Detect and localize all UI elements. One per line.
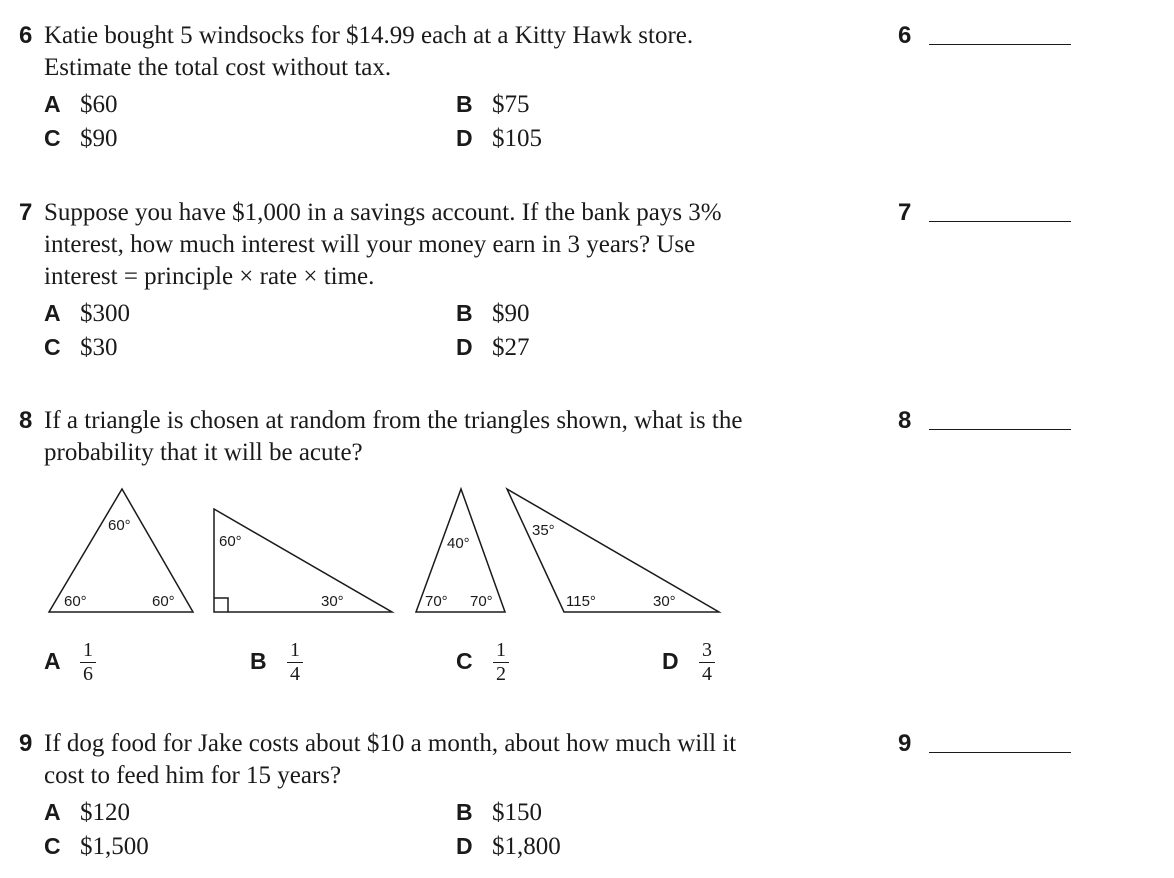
choice-letter: C: [456, 648, 473, 674]
choice-b[interactable]: [250, 636, 310, 686]
answer-number: 7: [898, 199, 912, 226]
choice-letter: A: [44, 300, 61, 326]
fraction-numerator: 1: [496, 639, 506, 661]
answer-number: 9: [898, 730, 912, 757]
choice-value: $75: [492, 91, 530, 118]
question-7: [0, 190, 1174, 370]
choice-letter: A: [44, 799, 61, 825]
answer-number: 8: [898, 407, 912, 434]
question-text-line: interest, how much interest will your money earn in 3 years? Use: [44, 231, 696, 258]
choice-a[interactable]: [44, 297, 130, 330]
choice-letter: D: [662, 648, 679, 674]
choice-value: $300: [80, 300, 130, 327]
question-number: 9: [19, 730, 33, 757]
answer-blank[interactable]: [929, 221, 1071, 222]
angle-label: 60°: [108, 517, 131, 534]
fraction-denominator: 6: [83, 663, 93, 685]
choice-letter: C: [44, 125, 61, 151]
choice-c[interactable]: [44, 331, 118, 364]
choice-letter: B: [456, 91, 473, 117]
angle-label: 35°: [532, 522, 555, 539]
answer-blank[interactable]: [929, 429, 1071, 430]
question-text-line: Estimate the total cost without tax.: [44, 54, 392, 81]
choice-letter: D: [456, 334, 473, 360]
fraction-numerator: 3: [702, 639, 712, 661]
choice-value: $1,500: [80, 833, 149, 860]
choice-c[interactable]: [456, 636, 516, 686]
choice-d[interactable]: [456, 122, 542, 155]
choice-value: $90: [80, 125, 118, 152]
choice-b[interactable]: [456, 796, 542, 829]
question-text-line: interest = principle × rate × time.: [44, 263, 375, 290]
choice-letter: A: [44, 91, 61, 117]
choice-d[interactable]: [456, 331, 530, 364]
question-text-line: probability that it will be acute?: [44, 439, 363, 466]
choice-value: $60: [80, 91, 118, 118]
choice-letter: B: [250, 648, 267, 674]
question-text-line: Katie bought 5 windsocks for $14.99 each at a Kitty Hawk store.: [44, 22, 694, 49]
question-text-line: If a triangle is chosen at random from the triangles shown, what is the: [44, 407, 743, 434]
angle-label: 70°: [425, 593, 448, 610]
answer-blank[interactable]: [929, 752, 1071, 753]
triangle-obtuse: [507, 489, 719, 612]
answer-number: 6: [898, 22, 912, 49]
fraction-denominator: 4: [290, 663, 300, 685]
choice-letter: C: [44, 334, 61, 360]
choice-value: $30: [80, 334, 118, 361]
angle-label: 70°: [470, 593, 493, 610]
choice-letter: A: [44, 648, 61, 674]
choice-d[interactable]: [456, 830, 561, 863]
choice-letter: B: [456, 300, 473, 326]
question-6: [0, 0, 1174, 170]
question-9: [0, 720, 1174, 870]
choice-value: $1,800: [492, 833, 561, 860]
answer-blank[interactable]: [929, 44, 1071, 45]
angle-label: 60°: [64, 593, 87, 610]
choice-b[interactable]: [456, 297, 530, 330]
choice-value: $105: [492, 125, 542, 152]
fraction-numerator: 1: [83, 639, 93, 661]
choice-letter: C: [44, 833, 61, 859]
choice-value: $90: [492, 300, 530, 327]
choice-value: $120: [80, 799, 130, 826]
choice-value: $27: [492, 334, 530, 361]
choice-a[interactable]: [44, 636, 104, 686]
choice-d[interactable]: [662, 636, 722, 686]
angle-label: 60°: [219, 533, 242, 550]
angle-label: 115°: [566, 593, 596, 610]
choice-c[interactable]: [44, 830, 149, 863]
question-text-line: cost to feed him for 15 years?: [44, 762, 342, 789]
angle-label: 30°: [321, 593, 344, 610]
choice-b[interactable]: [456, 88, 530, 121]
question-number: 6: [19, 22, 33, 49]
choice-a[interactable]: [44, 796, 130, 829]
fraction-numerator: 1: [290, 639, 300, 661]
question-number: 7: [19, 199, 33, 226]
choice-letter: B: [456, 799, 473, 825]
choice-c[interactable]: [44, 122, 118, 155]
fraction-denominator: 4: [702, 663, 712, 685]
choice-letter: D: [456, 125, 473, 151]
choice-value: $150: [492, 799, 542, 826]
triangles-figure: [0, 400, 760, 630]
right-angle-marker: [214, 598, 228, 612]
angle-label: 30°: [653, 593, 676, 610]
question-number: 8: [19, 407, 33, 434]
triangle-right: [214, 509, 392, 612]
question-text-line: If dog food for Jake costs about $10 a month, about how much will it: [44, 730, 737, 757]
question-8: [0, 400, 1174, 700]
question-text-line: Suppose you have $1,000 in a savings account. If the bank pays 3%: [44, 199, 722, 226]
angle-label: 40°: [447, 535, 470, 552]
angle-label: 60°: [152, 593, 175, 610]
choice-letter: D: [456, 833, 473, 859]
fraction-denominator: 2: [496, 663, 506, 685]
choice-a[interactable]: [44, 88, 118, 121]
